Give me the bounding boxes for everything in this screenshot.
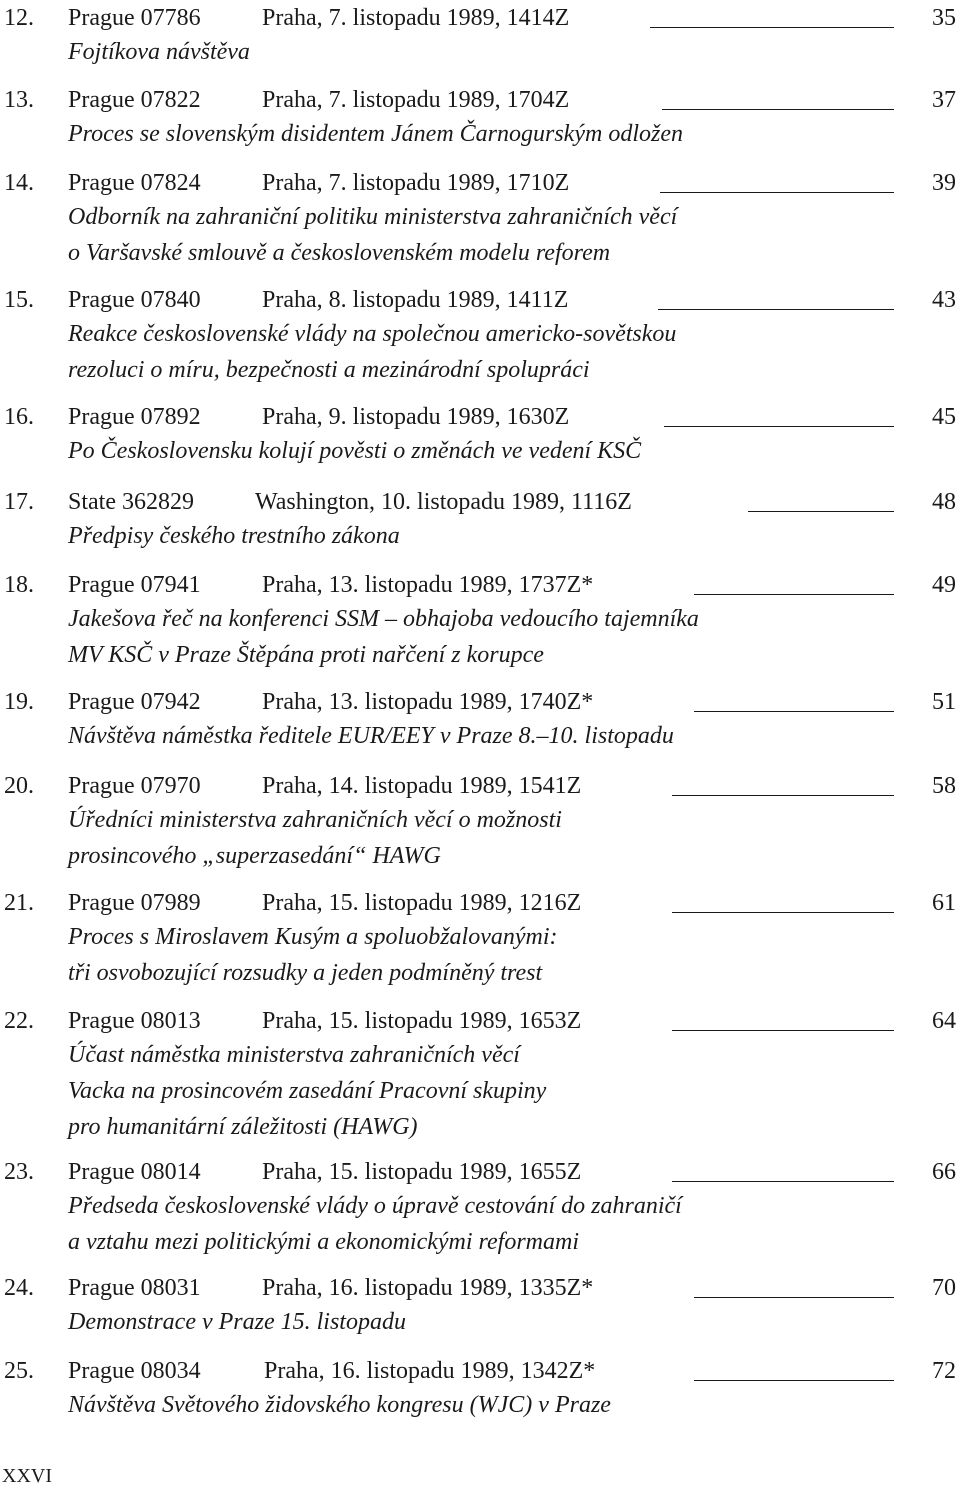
cable-date: Praha, 16. listopadu 1989, 1342Z*	[264, 1358, 596, 1384]
dot-leader	[672, 912, 894, 913]
description-line: Po Československu kolují pověsti o změnách ve vedení KSČ	[68, 438, 642, 464]
dot-leader	[694, 594, 894, 595]
dot-leader	[748, 511, 894, 512]
dot-leader	[658, 309, 894, 310]
entry-description	[68, 1188, 682, 1260]
entry-number: 24.	[4, 1275, 34, 1301]
page-number: 64	[932, 1008, 956, 1034]
entry-description	[68, 718, 674, 754]
toc-entry	[0, 484, 960, 549]
description-line: MV KSČ v Praze Štěpána proti nařčení z korupce	[68, 642, 544, 668]
cable-date: Praha, 7. listopadu 1989, 1414Z	[262, 5, 570, 31]
entry-description	[68, 1304, 406, 1340]
description-line: o Varšavské smlouvě a československém modelu reforem	[68, 240, 611, 266]
entry-number: 18.	[4, 572, 34, 598]
page-number: 35	[932, 5, 956, 31]
description-line: Fojtíkova návštěva	[68, 39, 250, 65]
toc-entry	[0, 684, 960, 749]
entry-description	[68, 518, 400, 554]
cable-date: Praha, 13. listopadu 1989, 1740Z*	[262, 689, 594, 715]
cable-id: Prague 07989	[68, 890, 201, 916]
description-line: prosincového „superzasedání“ HAWG	[68, 843, 441, 869]
dot-leader	[694, 711, 894, 712]
cable-date: Praha, 9. listopadu 1989, 1630Z	[262, 404, 570, 430]
entry-number: 13.	[4, 87, 34, 113]
entry-number: 19.	[4, 689, 34, 715]
entry-number: 16.	[4, 404, 34, 430]
description-line: Účast náměstka ministerstva zahraničních věcí	[68, 1042, 520, 1068]
cable-id: Prague 08031	[68, 1275, 201, 1301]
dot-leader	[660, 192, 894, 193]
toc-entry	[0, 1353, 960, 1418]
page-number: 72	[932, 1358, 956, 1384]
toc-entry	[0, 885, 960, 986]
toc-entry	[0, 165, 960, 266]
description-line: Reakce československé vlády na společnou americko-sovětskou	[68, 321, 677, 347]
cable-id: Prague 08013	[68, 1008, 201, 1034]
cable-id: Prague 07970	[68, 773, 201, 799]
entry-number: 12.	[4, 5, 34, 31]
description-line: Proces se slovenským disidentem Jánem Čarnogurským odložen	[68, 121, 683, 147]
description-line: tři osvobozující rozsudky a jeden podmíněný trest	[68, 960, 543, 986]
description-line: Předpisy českého trestního zákona	[68, 523, 400, 549]
entry-description	[68, 34, 250, 70]
dot-leader	[672, 1030, 894, 1031]
cable-id: Prague 07941	[68, 572, 201, 598]
toc-entry	[0, 0, 960, 65]
description-line: Předseda československé vlády o úpravě cestování do zahraničí	[68, 1193, 682, 1219]
toc-entry	[0, 399, 960, 464]
cable-date: Praha, 14. listopadu 1989, 1541Z	[262, 773, 582, 799]
page-number: 37	[932, 87, 956, 113]
entry-description	[68, 116, 683, 152]
description-line: Vacka na prosincovém zasedání Pracovní skupiny	[68, 1078, 547, 1104]
page-number: 45	[932, 404, 956, 430]
cable-id: Prague 07840	[68, 287, 201, 313]
cable-id: Prague 08034	[68, 1358, 201, 1384]
page-number: 39	[932, 170, 956, 196]
toc-entry	[0, 282, 960, 383]
cable-id: Prague 07786	[68, 5, 201, 31]
page-number: 43	[932, 287, 956, 313]
cable-id: Prague 07942	[68, 689, 201, 715]
page-number: 49	[932, 572, 956, 598]
entry-number: 15.	[4, 287, 34, 313]
page-number: 48	[932, 489, 956, 515]
entry-description	[68, 433, 641, 469]
dot-leader	[662, 109, 894, 110]
cable-id: Prague 07824	[68, 170, 201, 196]
cable-id: State 362829	[68, 489, 194, 515]
entry-number: 14.	[4, 170, 34, 196]
page-number: 66	[932, 1159, 956, 1185]
page-number: 61	[932, 890, 956, 916]
entry-description	[68, 1037, 546, 1145]
toc-entry	[0, 1003, 960, 1140]
dot-leader	[694, 1380, 894, 1381]
entry-number: 22.	[4, 1008, 34, 1034]
dot-leader	[672, 795, 894, 796]
cable-date: Praha, 7. listopadu 1989, 1710Z	[262, 170, 570, 196]
page-number: 51	[932, 689, 956, 715]
page-number: 70	[932, 1275, 956, 1301]
entry-description	[68, 199, 677, 271]
entry-number: 25.	[4, 1358, 34, 1384]
cable-id: Prague 07822	[68, 87, 201, 113]
toc-entry	[0, 768, 960, 869]
dot-leader	[650, 27, 894, 28]
cable-date: Praha, 7. listopadu 1989, 1704Z	[262, 87, 570, 113]
dot-leader	[664, 426, 894, 427]
description-line: Proces s Miroslavem Kusým a spoluobžalovanými:	[68, 924, 558, 950]
description-line: Jakešova řeč na konferenci SSM – obhajoba vedoucího tajemníka	[68, 606, 699, 632]
cable-date: Praha, 15. listopadu 1989, 1653Z	[262, 1008, 582, 1034]
cable-date: Praha, 15. listopadu 1989, 1216Z	[262, 890, 582, 916]
cable-id: Prague 08014	[68, 1159, 201, 1185]
description-line: Návštěva náměstka ředitele EUR/EEY v Praze 8.–10. listopadu	[68, 723, 674, 749]
entry-number: 20.	[4, 773, 34, 799]
cable-date: Praha, 13. listopadu 1989, 1737Z*	[262, 572, 594, 598]
toc-entry	[0, 82, 960, 147]
dot-leader	[672, 1181, 894, 1182]
cable-date: Praha, 8. listopadu 1989, 1411Z	[262, 287, 569, 313]
entry-description	[68, 802, 562, 874]
description-line: pro humanitární záležitosti (HAWG)	[68, 1114, 418, 1140]
entry-number: 21.	[4, 890, 34, 916]
description-line: rezoluci o míru, bezpečnosti a mezinárodní spolupráci	[68, 357, 590, 383]
toc-entry	[0, 1154, 960, 1255]
entry-description	[68, 316, 676, 388]
entry-description	[68, 1387, 611, 1423]
description-line: Návštěva Světového židovského kongresu (WJC) v Praze	[68, 1392, 611, 1418]
cable-date: Praha, 15. listopadu 1989, 1655Z	[262, 1159, 582, 1185]
cable-id: Prague 07892	[68, 404, 201, 430]
cable-date: Praha, 16. listopadu 1989, 1335Z*	[262, 1275, 594, 1301]
toc-entry	[0, 567, 960, 668]
description-line: a vztahu mezi politickými a ekonomickými reformami	[68, 1229, 579, 1255]
cable-date: Washington, 10. listopadu 1989, 1116Z	[255, 489, 632, 515]
entry-number: 23.	[4, 1159, 34, 1185]
description-line: Úředníci ministerstva zahraničních věcí o možnosti	[68, 807, 562, 833]
description-line: Odborník na zahraniční politiku ministerstva zahraničních věcí	[68, 204, 678, 230]
description-line: Demonstrace v Praze 15. listopadu	[68, 1309, 406, 1335]
page-number: 58	[932, 773, 956, 799]
dot-leader	[694, 1297, 894, 1298]
toc-entry	[0, 1270, 960, 1335]
page-folio: XXVI	[2, 1465, 52, 1487]
entry-description	[68, 919, 558, 991]
entry-number: 17.	[4, 489, 34, 515]
entry-description	[68, 601, 699, 673]
